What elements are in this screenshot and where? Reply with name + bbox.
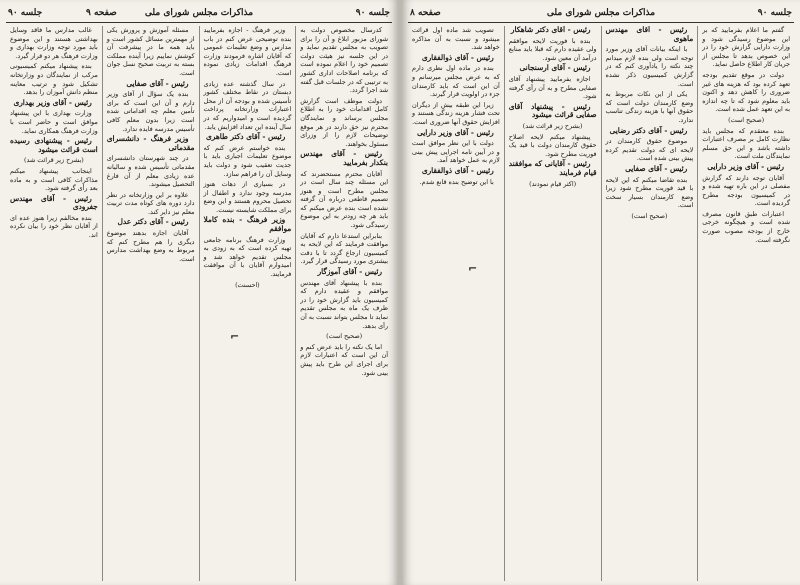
left-column-2 [199,26,296,581]
paragraph: بنابراین استدعا دارم که آقایان موافقت فرمایند که این لایحه به کمیسیون ارجاع گردد تا با دقت بیشتری مورد رسیدگی قرار گیرد. [300,231,388,266]
speaker-line: رئیس - پیشنهادی رسیده است قرائت میشود [10,136,98,154]
left-page-header [6,6,392,23]
parliament-note: (احسنت) [235,280,260,289]
parliament-note: (اکثر قیام نمودند) [529,179,577,188]
speaker-line: رئیس - آقای ارسنجانی [519,63,591,73]
parliament-note: (صحیح است) [728,115,765,124]
right-column-3 [504,26,601,581]
paragraph: زیرا این طبقه بیش از دیگران تحت فشار هزینه زندگی هستند و افزایش حقوق آنها ضروری است. [412,100,500,126]
right-page-header [408,6,794,23]
paragraph: وزارت بهداری با این پیشنهاد موافق است و حاضر است با وزارت فرهنگ همکاری نماید. [10,109,98,135]
speaker-line: وزیر فرهنگ - دانشسرای مقدماتی [106,134,195,152]
speaker-line: رئیس - آقایانی که موافقند قیام فرمایند [508,159,597,177]
paragraph: بنده یک سؤال از آقای وزیر دارم و آن این است که برای تأمین معلم چه اقداماتی شده است زیرا بدون معلم کافی تأسیس مدرسه فایده ندارد. [106,90,195,133]
speaker-line: رئیس - آقای آموزگار [317,267,382,277]
paragraph: آقایان محترم مستحضرند که این مسئله چند سال است در مجلس مطرح است و هنوز تصمیم قاطعی درباره آن گرفته نشده است بنده عرض میکنم که باید هر چه زودتر به این موضوع رسیدگی شود. [300,169,388,230]
speaker-line: رئیس - آقای مهندس جفرودی [10,193,98,212]
speaker-line: رئیس - آقای دکتر عدل [117,217,189,227]
paragraph: اجازه بفرمایید پیشنهاد آقای صفایی مطرح و به آن رأی گرفته شود. [508,74,597,101]
speaker-line: رئیس - آقای وزیر دارایی [417,127,494,137]
speaker-line: رئیس - آقای دکتر طاهری [205,132,286,142]
left-column-4 [6,26,102,581]
margin-pencil-mark: ⌐ [230,330,240,343]
speaker-line: رئیس - آقای ذوالفقاری [421,52,494,62]
paragraph: آقایان توجه دارند که گزارش مفصلی در این باره تهیه شده و در کمیسیون بودجه مطرح گردیده است. [702,173,790,208]
paragraph: دولت موظف است گزارش کامل اقدامات خود را به اطلاع مجلس برساند و نمایندگان محترم نیز حق دارند در هر موقع توضیحات لازم را از وزرای مسئول بخواهند. [300,96,388,148]
left-page-columns [6,26,392,581]
speaker-line: رئیس - آقای دکتر شاهکار [510,26,591,34]
speaker-line: رئیس - آقای وزیر دارایی [707,161,784,171]
left-header-session: جلسه ۹۰ [355,8,390,18]
paragraph: تصویب شد ماده اول قرائت میشود و نسبت به آن مذاکره خواهد شد. [412,26,500,52]
paragraph: گفتم ما اعلام بفرمایید که بر این موضوع رسیدگی شود و وزارت دارایی گزارش خود را در این خصوص بدهد تا مجلس از جریان کار اطلاع حاصل نماید. [702,26,790,69]
parliament-note: (بشرح زیر قرائت شد) [522,121,583,130]
paragraph: غالب مدارس ما فاقد وسایل بهداشتی هستند و این موضوع باید مورد توجه وزارت بهداری و وزارت فرهنگ هر دو قرار گیرد. [10,26,98,60]
right-header-page: صفحه ۸ [410,8,441,18]
speaker-line: رئیس - آقای صفایی [126,78,189,88]
paragraph: پیشنهاد میکنم لایحه اصلاح حقوق کارمندان دولت با قید یک فوریت مطرح شود. [508,132,597,158]
speaker-line: رئیس - آقای دکتر رضایی [609,125,688,135]
paragraph: اما یک نکته را باید عرض کنم و آن این است که اعتبارات لازم برای اجرای این طرح باید پیش بینی شود. [300,342,388,377]
paragraph: یکی از این نکات مربوط به وضع کارمندان دولت است که حقوق آنها با هزینه زندگی تناسب ندارد. [605,90,694,124]
paragraph: بنده با پیشنهاد آقای مهندس موافقم و عقیده دارم که کمیسیون باید گزارش خود را در ظرف یک ماه به مجلس تقدیم نماید تا مجلس بتواند نسبت به آن رأی بدهد. [300,278,388,330]
paragraph: دولت در موقع تقدیم بودجه تعهد کرده بود که هزینه های غیر ضروری را کاهش دهد و اکنون باید معلوم شود که تا چه اندازه به این تعهد عمل شده است. [702,70,790,114]
left-page [0,0,398,585]
paragraph: دولت با این نظر موافق است و در آیین نامه اجرایی پیش بینی لازم به عمل خواهد آمد. [412,139,500,165]
paragraph: مسئله آموزش و پرورش یکی از مهمترین مسائل کشور است و باید همه ما در پیشرفت آن کوشش نماییم زیرا آینده مملکت بسته به تربیت صحیح نسل جوان است. [106,26,195,77]
parliament-note: (بشرح زیر قرائت شد) [24,156,84,165]
parliament-note: (صحیح است) [326,332,363,341]
paragraph: بنده مخالفم زیرا هنوز عده ای از آقایان نظر خود را بیان نکرده اند. [10,213,98,240]
margin-pencil-mark: ⌐ [468,262,478,275]
paragraph: بنده معتقدم که مجلس باید نظارت کامل بر مصرف اعتبارات داشته باشد و این حق مسلم نمایندگان ملت است. [702,126,790,161]
speaker-line: وزیر فرهنگ - بنده کاملا موافقم [203,215,292,234]
right-column-1 [697,26,794,581]
paragraph: علاوه بر این وزارتخانه در نظر دارد دوره های کوتاه مدت تربیت معلم نیز دایر کند. [106,190,195,216]
left-header-title: مذاکرات مجلس شورای ملی [144,8,254,18]
paragraph: بنده خواستم عرض کنم که موضوع تعلیمات اجباری باید با جدیت تعقیب شود و دولت باید وسایل آن را فراهم سازد. [203,143,292,178]
speaker-line: رئیس - آقای صفایی [625,163,688,173]
paragraph: بنده پیشنهاد میکنم کمیسیونی مرکب از نمایندگان دو وزارتخانه تشکیل شود و ترتیب معاینه منظم دانش آموزان را بدهد. [10,62,98,97]
right-header-session: جلسه ۹۰ [757,8,792,18]
paragraph: بنده تقاضا میکنم که این لایحه با قید فوریت مطرح شود زیرا وضع کارمندان بسیار سخت است. [605,175,694,210]
paragraph: با اینکه بیانات آقای وزیر مورد توجه است ولی بنده لازم میدانم چند نکته را یادآوری کنم که در گزارش کمیسیون ذکر نشده است. [605,45,694,88]
right-column-4 [408,26,504,581]
paragraph: کدرسال مخصوص دولت به شورای مزبور ابلاغ و آن را برای تصویب به مجلس تقدیم نماید و در این جلسه نیز هیئت دولت تصمیم خود را اعلام نموده است که برنامه اصلاحات اداری کشور به ترتیبی که در جلسات قبل گفته شد اجرا گردد. [300,26,388,95]
right-column-2 [601,26,698,581]
speaker-line: رئیس - آقای مهندس بنکدار بفرمایید [300,149,388,167]
paragraph: موضوع حقوق کارمندان در لایحه ای که دولت تقدیم کرده پیش بینی شده است. [605,137,694,163]
paragraph: آقایان اجازه بدهند موضوع دیگری را هم مطرح کنم که مربوط به وضع بهداشت مدارس است. [106,229,195,263]
paragraph: در بسیاری از دهات هنوز مدرسه وجود ندارد و اطفال از تحصیل محروم هستند و این وضع برای مملکت شایسته نیست. [203,180,292,214]
right-page [402,0,800,585]
paragraph: وزارت فرهنگ برنامه جامعی تهیه کرده است که به زودی به مجلس تقدیم خواهد شد و امیدوارم آقایان با آن موافقت فرمایند. [203,235,292,279]
right-header-title: مذاکرات مجلس شورای ملی [546,8,656,18]
paragraph: اعتبارات طبق قانون مصرف شده است و هیچگونه خرجی خارج از بودجه مصوب صورت نگرفته است. [702,209,790,244]
speaker-line: رئیس - آقای مهندس ماهوی [605,26,694,43]
paragraph: اینجانب پیشنهاد میکنم مذاکرات کافی است و به ماده بعد رأی گرفته شود. [10,166,98,193]
speaker-line: رئیس - پیشنهاد آقای صفایی قرائت میشود [508,101,597,120]
paragraph: در سال گذشته عده زیادی دبستان در نقاط مختلف کشور تأسیس شده و بودجه آن از محل اعتبارات وزارتخانه پرداخت گردیده است و امیدواریم که در سال آینده این تعداد افزایش یابد. [203,79,292,131]
paragraph: بنده با فوریت لایحه موافقم ولی عقیده دارم که قبلا باید منابع درآمد آن معین شود. [508,36,597,62]
paragraph: با این توضیح بنده قانع شدم. [419,177,494,186]
parliament-note: (صحیح است) [631,211,668,220]
left-header-mark: جلسه ۹۰ [8,8,43,18]
paragraph: در چند شهرستان دانشسرای مقدماتی تأسیس شده و سالیانه عده زیادی معلم از آن فارغ التحصیل میشوند. [106,154,195,189]
left-column-1 [295,26,392,581]
speaker-line: رئیس - آقای ذوالفقاری [421,165,494,175]
left-header-issue: صفحه ۹ [86,8,117,18]
paragraph: وزیر فرهنگ - اجازه بفرمایید بنده توضیحی عرض کنم در باب مدارس و وضع تعلیمات عمومی که آقایان اشاره فرمودند وزارت فرهنگ اقدامات زیادی نموده است. [203,26,292,77]
left-column-3 [102,26,199,581]
paragraph: بنده در ماده اول نظری دارم که به عرض مجلس میرسانم و آن این است که باید کارمندان جزء در اولویت قرار گیرند. [412,64,500,99]
speaker-line: رئیس - آقای وزیر بهداری [13,97,92,107]
right-page-columns [408,26,794,581]
